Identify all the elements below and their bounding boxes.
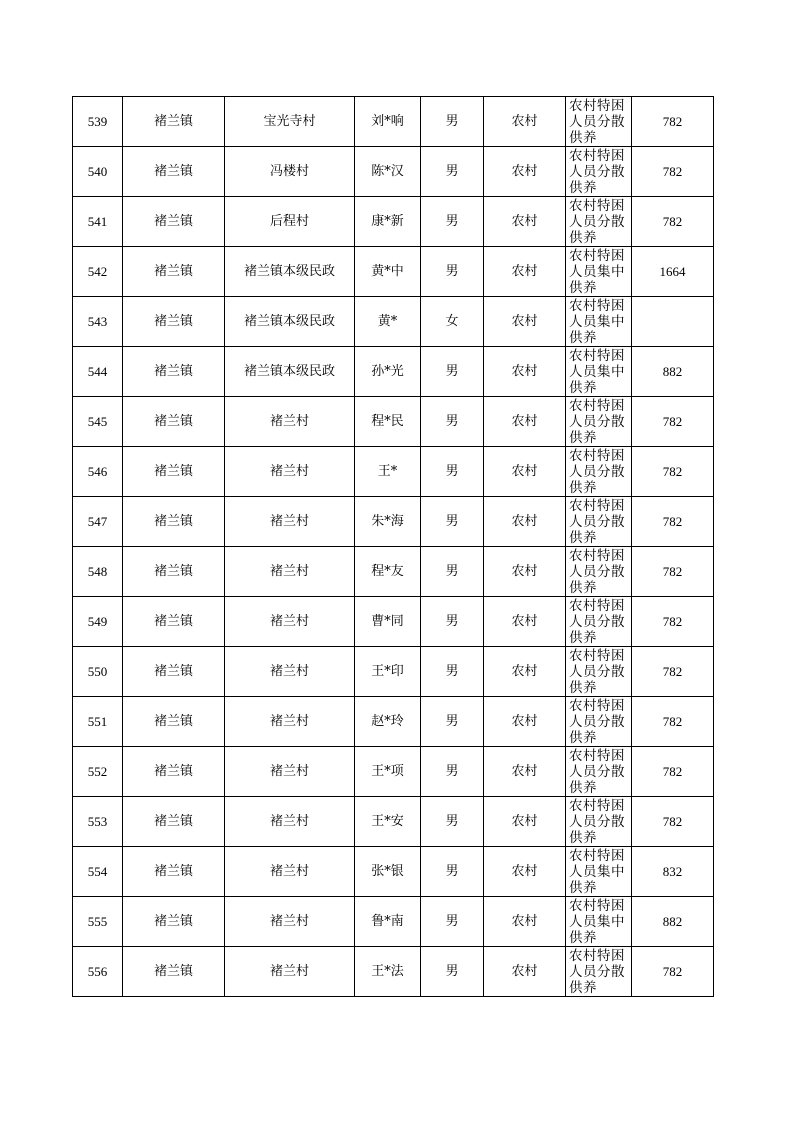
amount-cell: 782 [632, 147, 714, 197]
records-table [72, 96, 714, 997]
support-type-cell [566, 347, 632, 397]
support-type-text: 农村特困人员分散供养 [569, 548, 625, 596]
amount-cell: 782 [632, 397, 714, 447]
table-row [73, 497, 714, 547]
amount-cell: 782 [632, 597, 714, 647]
support-type-cell [566, 697, 632, 747]
support-type-cell [566, 397, 632, 447]
row-number-cell: 555 [73, 897, 123, 947]
gender-cell: 男 [421, 397, 484, 447]
village-cell: 褚兰村 [225, 797, 355, 847]
gender-cell: 男 [421, 97, 484, 147]
support-type-text: 农村特困人员集中供养 [569, 248, 625, 296]
gender-cell: 男 [421, 597, 484, 647]
person-name-cell: 刘*响 [355, 97, 421, 147]
village-cell: 后程村 [225, 197, 355, 247]
table-row [73, 797, 714, 847]
person-name-cell: 黄* [355, 297, 421, 347]
gender-cell: 男 [421, 497, 484, 547]
table-row [73, 647, 714, 697]
village-cell: 褚兰镇本级民政 [225, 247, 355, 297]
town-cell: 褚兰镇 [123, 847, 225, 897]
gender-cell: 男 [421, 697, 484, 747]
table-row [73, 97, 714, 147]
village-cell: 褚兰村 [225, 547, 355, 597]
support-type-cell [566, 297, 632, 347]
person-name-cell: 王*印 [355, 647, 421, 697]
row-number-cell: 545 [73, 397, 123, 447]
person-name-cell: 孙*光 [355, 347, 421, 397]
person-name-cell: 王*安 [355, 797, 421, 847]
amount-cell: 782 [632, 97, 714, 147]
table-row [73, 347, 714, 397]
amount-cell: 1664 [632, 247, 714, 297]
person-name-cell: 程*民 [355, 397, 421, 447]
table-row [73, 847, 714, 897]
support-type-text: 农村特困人员集中供养 [569, 348, 625, 396]
support-type-text: 农村特困人员分散供养 [569, 948, 625, 996]
table-row [73, 747, 714, 797]
gender-cell: 男 [421, 147, 484, 197]
village-cell: 褚兰村 [225, 647, 355, 697]
row-number-cell: 551 [73, 697, 123, 747]
support-type-text: 农村特困人员分散供养 [569, 198, 625, 246]
support-type-text: 农村特困人员分散供养 [569, 648, 625, 696]
table-row [73, 547, 714, 597]
amount-cell: 782 [632, 647, 714, 697]
area-cell: 农村 [484, 197, 566, 247]
town-cell: 褚兰镇 [123, 397, 225, 447]
gender-cell: 男 [421, 647, 484, 697]
amount-cell: 782 [632, 797, 714, 847]
person-name-cell: 张*银 [355, 847, 421, 897]
row-number-cell: 546 [73, 447, 123, 497]
support-type-cell [566, 647, 632, 697]
gender-cell: 男 [421, 247, 484, 297]
town-cell: 褚兰镇 [123, 897, 225, 947]
row-number-cell: 539 [73, 97, 123, 147]
row-number-cell: 543 [73, 297, 123, 347]
support-type-cell [566, 947, 632, 997]
gender-cell: 男 [421, 197, 484, 247]
gender-cell: 女 [421, 297, 484, 347]
gender-cell: 男 [421, 897, 484, 947]
area-cell: 农村 [484, 847, 566, 897]
support-type-cell [566, 497, 632, 547]
area-cell: 农村 [484, 797, 566, 847]
person-name-cell: 赵*玲 [355, 697, 421, 747]
support-type-text: 农村特困人员分散供养 [569, 448, 625, 496]
support-type-text: 农村特困人员分散供养 [569, 98, 625, 146]
row-number-cell: 547 [73, 497, 123, 547]
support-type-text: 农村特困人员集中供养 [569, 848, 625, 896]
amount-cell: 782 [632, 747, 714, 797]
table-body [73, 97, 714, 997]
support-type-cell [566, 197, 632, 247]
town-cell: 褚兰镇 [123, 547, 225, 597]
town-cell: 褚兰镇 [123, 747, 225, 797]
area-cell: 农村 [484, 247, 566, 297]
area-cell: 农村 [484, 947, 566, 997]
support-type-text: 农村特困人员分散供养 [569, 498, 625, 546]
area-cell: 农村 [484, 397, 566, 447]
town-cell: 褚兰镇 [123, 497, 225, 547]
person-name-cell: 鲁*南 [355, 897, 421, 947]
row-number-cell: 549 [73, 597, 123, 647]
support-type-cell [566, 97, 632, 147]
support-type-cell [566, 897, 632, 947]
support-type-text: 农村特困人员分散供养 [569, 598, 625, 646]
amount-cell [632, 297, 714, 347]
support-type-text: 农村特困人员集中供养 [569, 898, 625, 946]
village-cell: 褚兰村 [225, 747, 355, 797]
table-row [73, 197, 714, 247]
amount-cell: 782 [632, 947, 714, 997]
person-name-cell: 王*项 [355, 747, 421, 797]
area-cell: 农村 [484, 497, 566, 547]
person-name-cell: 曹*同 [355, 597, 421, 647]
town-cell: 褚兰镇 [123, 447, 225, 497]
support-type-text: 农村特困人员分散供养 [569, 398, 625, 446]
village-cell: 冯楼村 [225, 147, 355, 197]
support-type-text: 农村特困人员分散供养 [569, 748, 625, 796]
area-cell: 农村 [484, 347, 566, 397]
village-cell: 褚兰镇本级民政 [225, 297, 355, 347]
person-name-cell: 王*法 [355, 947, 421, 997]
gender-cell: 男 [421, 847, 484, 897]
table-row [73, 297, 714, 347]
table-row [73, 897, 714, 947]
town-cell: 褚兰镇 [123, 347, 225, 397]
amount-cell: 782 [632, 697, 714, 747]
town-cell: 褚兰镇 [123, 247, 225, 297]
area-cell: 农村 [484, 647, 566, 697]
row-number-cell: 542 [73, 247, 123, 297]
row-number-cell: 556 [73, 947, 123, 997]
village-cell: 褚兰村 [225, 847, 355, 897]
village-cell: 褚兰村 [225, 447, 355, 497]
town-cell: 褚兰镇 [123, 797, 225, 847]
area-cell: 农村 [484, 547, 566, 597]
row-number-cell: 550 [73, 647, 123, 697]
table-row [73, 147, 714, 197]
town-cell: 褚兰镇 [123, 697, 225, 747]
area-cell: 农村 [484, 97, 566, 147]
support-type-cell [566, 547, 632, 597]
village-cell: 褚兰村 [225, 947, 355, 997]
person-name-cell: 陈*汉 [355, 147, 421, 197]
row-number-cell: 548 [73, 547, 123, 597]
village-cell: 褚兰村 [225, 497, 355, 547]
gender-cell: 男 [421, 797, 484, 847]
town-cell: 褚兰镇 [123, 147, 225, 197]
village-cell: 褚兰村 [225, 397, 355, 447]
town-cell: 褚兰镇 [123, 197, 225, 247]
area-cell: 农村 [484, 597, 566, 647]
support-type-text: 农村特困人员分散供养 [569, 148, 625, 196]
amount-cell: 882 [632, 897, 714, 947]
support-type-cell [566, 847, 632, 897]
town-cell: 褚兰镇 [123, 97, 225, 147]
town-cell: 褚兰镇 [123, 297, 225, 347]
row-number-cell: 544 [73, 347, 123, 397]
gender-cell: 男 [421, 447, 484, 497]
amount-cell: 782 [632, 547, 714, 597]
town-cell: 褚兰镇 [123, 947, 225, 997]
person-name-cell: 程*友 [355, 547, 421, 597]
amount-cell: 882 [632, 347, 714, 397]
row-number-cell: 553 [73, 797, 123, 847]
amount-cell: 782 [632, 447, 714, 497]
amount-cell: 782 [632, 497, 714, 547]
table-row [73, 447, 714, 497]
person-name-cell: 康*新 [355, 197, 421, 247]
town-cell: 褚兰镇 [123, 597, 225, 647]
support-type-cell [566, 597, 632, 647]
town-cell: 褚兰镇 [123, 647, 225, 697]
support-type-cell [566, 247, 632, 297]
amount-cell: 782 [632, 197, 714, 247]
gender-cell: 男 [421, 947, 484, 997]
person-name-cell: 黄*中 [355, 247, 421, 297]
person-name-cell: 王* [355, 447, 421, 497]
person-name-cell: 朱*海 [355, 497, 421, 547]
row-number-cell: 541 [73, 197, 123, 247]
row-number-cell: 540 [73, 147, 123, 197]
support-type-cell [566, 797, 632, 847]
village-cell: 褚兰镇本级民政 [225, 347, 355, 397]
support-type-cell [566, 447, 632, 497]
table-row [73, 597, 714, 647]
table-row [73, 247, 714, 297]
area-cell: 农村 [484, 147, 566, 197]
gender-cell: 男 [421, 347, 484, 397]
support-type-text: 农村特困人员分散供养 [569, 698, 625, 746]
gender-cell: 男 [421, 547, 484, 597]
village-cell: 褚兰村 [225, 897, 355, 947]
area-cell: 农村 [484, 297, 566, 347]
village-cell: 宝光寺村 [225, 97, 355, 147]
table-row [73, 697, 714, 747]
row-number-cell: 552 [73, 747, 123, 797]
area-cell: 农村 [484, 747, 566, 797]
village-cell: 褚兰村 [225, 697, 355, 747]
support-type-cell [566, 147, 632, 197]
amount-cell: 832 [632, 847, 714, 897]
village-cell: 褚兰村 [225, 597, 355, 647]
support-type-text: 农村特困人员集中供养 [569, 298, 625, 346]
support-type-text: 农村特困人员分散供养 [569, 798, 625, 846]
support-type-cell [566, 747, 632, 797]
table-row [73, 397, 714, 447]
table-row [73, 947, 714, 997]
area-cell: 农村 [484, 447, 566, 497]
area-cell: 农村 [484, 697, 566, 747]
row-number-cell: 554 [73, 847, 123, 897]
gender-cell: 男 [421, 747, 484, 797]
area-cell: 农村 [484, 897, 566, 947]
